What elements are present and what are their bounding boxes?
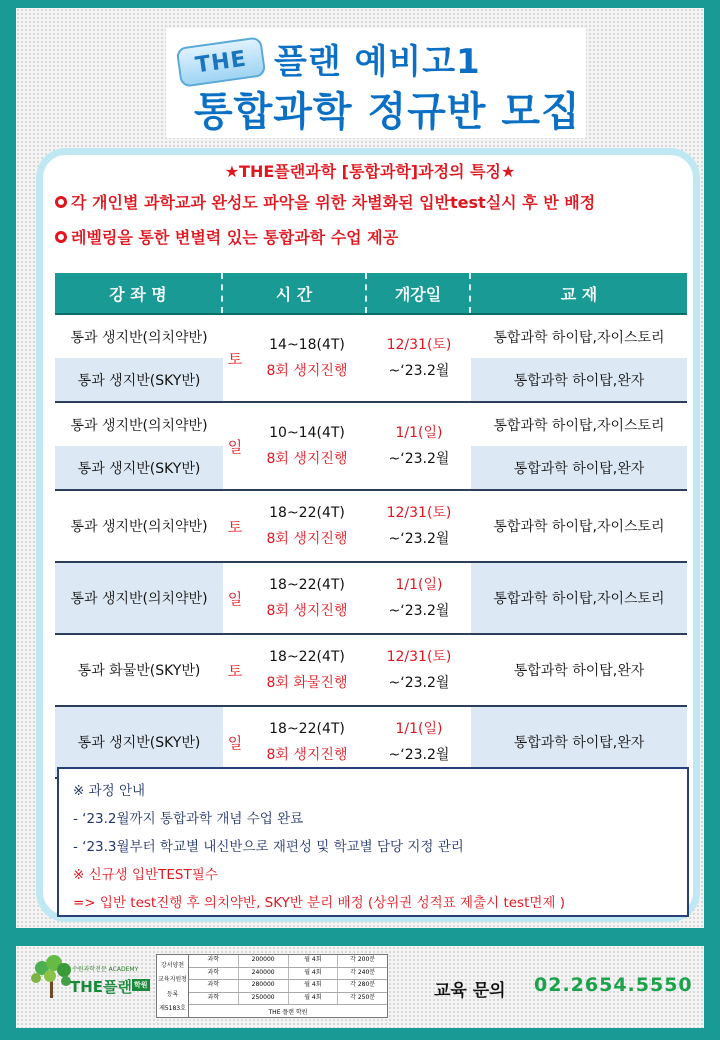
- day: 일: [227, 733, 243, 752]
- academy-logo: [26, 954, 150, 1020]
- table-row: [55, 491, 687, 563]
- circle-bullet-icon: [55, 196, 67, 208]
- notes-box: [57, 767, 689, 917]
- note-line: ※ 신규생 입반TEST필수: [73, 867, 218, 883]
- table-header: [55, 273, 687, 315]
- course-name: 통과 생지반(SKY반): [55, 707, 223, 777]
- contact-label: 교육 문의: [434, 981, 506, 1001]
- open-date: 12/31(토): [386, 505, 452, 521]
- textbook: 통합과학 하이탑,자이스토리: [493, 519, 665, 535]
- textbook: 통합과학 하이탑,완자: [471, 358, 687, 401]
- circle-bullet-icon: [55, 231, 67, 243]
- sessions: 8회 화물진행: [266, 675, 348, 691]
- time: 18~22(4T): [269, 649, 345, 665]
- until-date: ~‘23.2월: [388, 531, 450, 547]
- open-date: 1/1(일): [395, 577, 443, 593]
- title-line-2: 통합과학 정규반 모집: [194, 89, 581, 135]
- header-book: 교 재: [560, 284, 598, 304]
- course-name: 통과 생지반(의치약반): [55, 563, 223, 633]
- until-date: ~‘23.2월: [388, 675, 450, 691]
- time: 18~22(4T): [269, 505, 345, 521]
- sessions: 8회 생지진행: [266, 451, 348, 467]
- table-row: [55, 635, 687, 707]
- time: 18~22(4T): [269, 577, 345, 593]
- the-badge: THE: [176, 36, 267, 88]
- header-course: 강 좌 명: [55, 273, 223, 313]
- course-name: 통과 화물반(SKY반): [77, 663, 201, 679]
- header: [166, 28, 586, 138]
- course-name: 통과 생지반(SKY반): [55, 446, 223, 489]
- logo-subtitle: 수원과학전문 ACADEMY: [72, 966, 139, 973]
- course-name: 통과 생지반(의치약반): [70, 519, 208, 535]
- feature-item: 각 개인별 과학교과 완성도 파악을 위한 차별화된 입반test실시 후 반 배정: [55, 190, 685, 213]
- reg-label: 제5183호: [159, 1005, 186, 1013]
- course-card: [36, 148, 700, 922]
- textbook: 통합과학 하이탑,완자: [471, 707, 687, 777]
- reg-row: 과학 250000 월 4회 각 250분: [189, 993, 387, 1006]
- title-line-1: 플랜 예비고1: [274, 42, 481, 82]
- until-date: ~‘23.2월: [388, 603, 450, 619]
- day: 토: [227, 517, 243, 536]
- note-line: - ‘23.2월까지 통합과학 개념 수업 완료: [73, 811, 304, 827]
- poster-background: [16, 8, 704, 928]
- sessions: 8회 생지진행: [266, 363, 348, 379]
- course-name: 통과 생지반(의치약반): [70, 417, 208, 434]
- textbook: 통합과학 하이탑,자이스토리: [493, 329, 665, 346]
- header-open: 개강일: [367, 273, 471, 313]
- day: 토: [227, 349, 243, 368]
- contact-phone[interactable]: 02.2654.5550: [534, 974, 693, 996]
- reg-row: 과학 280000 월 4회 각 280분: [189, 980, 387, 993]
- time: 10~14(4T): [269, 425, 345, 441]
- open-date: 1/1(일): [395, 425, 443, 441]
- course-name: 통과 생지반(SKY반): [55, 358, 223, 401]
- until-date: ~‘23.2월: [388, 747, 450, 763]
- time: 14~18(4T): [269, 337, 345, 353]
- sessions: 8회 생지진행: [266, 531, 348, 547]
- day: 일: [227, 589, 243, 608]
- table-row: [55, 563, 687, 635]
- reg-row: 과학 240000 월 4회 각 240분: [189, 968, 387, 981]
- note-line: => 입반 test진행 후 의치약반, SKY반 분리 배정 (상위권 성적표 제출시 test면제 ): [73, 895, 566, 911]
- table-row: [55, 315, 687, 403]
- sessions: 8회 생지진행: [266, 747, 348, 763]
- until-date: ~‘23.2월: [388, 451, 450, 467]
- footer: [16, 946, 704, 1028]
- note-line: - ‘23.3월부터 학교별 내신반으로 재편성 및 학교별 담당 지정 관리: [73, 839, 464, 855]
- reg-row: 과학 200000 월 4회 각 200분: [189, 955, 387, 968]
- textbook: 통합과학 하이탑,자이스토리: [493, 417, 665, 434]
- note-line: ※ 과정 안내: [73, 783, 146, 799]
- reg-footer: THE 플랜 학원: [268, 1008, 308, 1016]
- table-row: [55, 403, 687, 491]
- logo-main: THE플랜: [70, 978, 133, 996]
- reg-label: 교육지원청: [158, 976, 187, 984]
- textbook: 통합과학 하이탑,완자: [513, 663, 645, 679]
- open-date: 12/31(토): [386, 649, 452, 665]
- registration-table: [156, 954, 388, 1018]
- open-date: 1/1(일): [395, 721, 443, 737]
- schedule-table: [55, 273, 687, 779]
- day: 일: [227, 437, 243, 456]
- feature-item: 레벨링을 통한 변별력 있는 통합과학 수업 제공: [55, 225, 685, 248]
- until-date: ~‘23.2월: [388, 363, 450, 379]
- features: [55, 159, 685, 260]
- features-title: ★THE플랜과학 [통합과학]과정의 특징★: [224, 162, 516, 181]
- day: 토: [227, 661, 243, 680]
- reg-label: 등록: [166, 990, 179, 998]
- open-date: 12/31(토): [386, 337, 452, 353]
- logo-tag: 학원: [134, 981, 148, 989]
- course-name: 통과 생지반(의치약반): [70, 329, 208, 346]
- textbook: 통합과학 하이탑,완자: [471, 446, 687, 489]
- reg-label: 강서양천: [160, 961, 185, 969]
- header-time: 시 간: [223, 273, 367, 313]
- sessions: 8회 생지진행: [266, 603, 348, 619]
- textbook: 통합과학 하이탑,자이스토리: [471, 563, 687, 633]
- time: 18~22(4T): [269, 721, 345, 737]
